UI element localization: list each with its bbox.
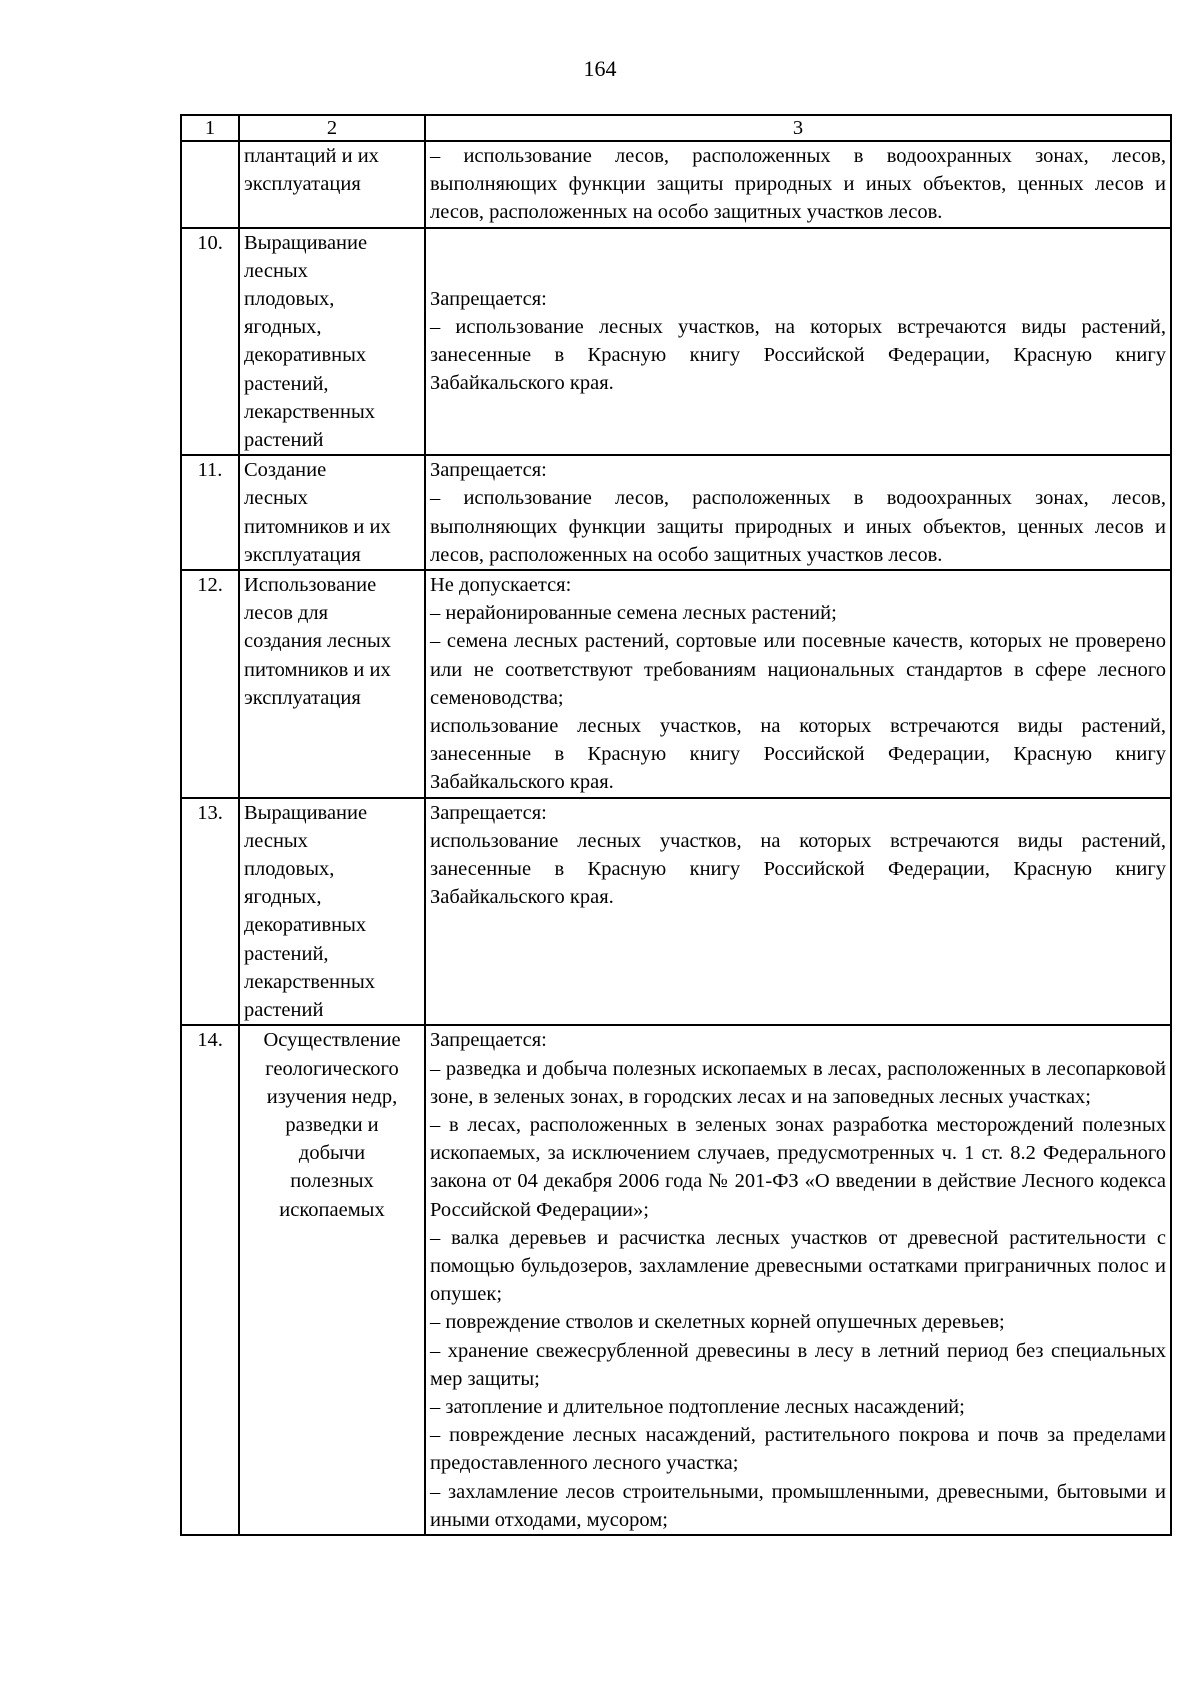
activity-name-line: добычи — [298, 1142, 366, 1165]
restriction-paragraph: – затопление и длительное подтопление лесных насаждений; — [430, 1395, 965, 1418]
blank-line — [430, 257, 1166, 285]
restriction-paragraph: – в лесах, расположенных в зеленых зонах разработка месторождений полезных ископаемых, за исключением случаев, предусмотренных ч. 1 ст. 8.2 Федерального закона от 04 декабря 2006 года № 201-ФЗ «О введении в действие Лесного кодекса Российской Федерации»; — [430, 1113, 1166, 1221]
activity-name-line: ягодных, — [244, 316, 322, 339]
restriction-paragraph: использование лесных участков, на которых встречаются виды растений, занесенные в Красную книгу Российской Федерации, Красную книгу Забайкальского края. — [430, 715, 1166, 794]
restriction-paragraph: – семена лесных растений, сортовые или посевные качеств, которых не проверено или не соответствуют требованиям национальных стандартов в сфере лесного семеноводства; — [430, 630, 1166, 709]
restriction-paragraph: Не допускается: — [430, 574, 572, 597]
row-number: 11. — [181, 455, 239, 570]
activity-name-line: Выращивание — [244, 801, 368, 824]
page-number: 164 — [583, 56, 617, 81]
table-row — [181, 228, 1171, 456]
activity-name-cell — [239, 141, 425, 228]
activity-name-line: эксплуатация — [244, 686, 361, 709]
activity-name-cell — [239, 228, 425, 456]
restriction-paragraph: использование лесных участков, на которых встречаются виды растений, занесенные в Красную книгу Российской Федерации, Красную книгу Забайкальского края. — [430, 829, 1166, 909]
restriction-paragraph: – валка деревьев и расчистка лесных участков от древесной растительности с помощью бульдозеров, захламление древесными остатками приграничных полос и опушек; — [430, 1226, 1166, 1306]
activity-name-line: ягодных, — [244, 886, 322, 909]
activity-name-line: лесов для — [244, 602, 329, 625]
table-row — [181, 1025, 1171, 1535]
blank-line — [430, 229, 1166, 257]
table-row — [181, 141, 1171, 228]
activity-name-line: растений — [244, 429, 324, 452]
table-row — [181, 455, 1171, 570]
restriction-paragraph: – хранение свежесрубленной древесины в лесу в летний период без специальных мер защиты; — [430, 1339, 1166, 1390]
activity-name-line: декоративных — [244, 914, 367, 937]
activity-name-cell — [239, 798, 425, 1026]
table-row — [181, 570, 1171, 798]
activity-name-line: изучения недр, — [266, 1085, 398, 1108]
activity-name-line: эксплуатация — [244, 173, 361, 196]
activity-name-cell — [239, 570, 425, 798]
restriction-paragraph: – нерайонированные семена лесных растений; — [430, 602, 837, 625]
restriction-paragraph: Запрещается: — [430, 801, 547, 824]
regulations-table — [180, 114, 1172, 1536]
restrictions-cell — [425, 455, 1171, 570]
activity-name-line: лекарственных — [244, 400, 376, 423]
restriction-paragraph: Запрещается: — [430, 1029, 547, 1052]
row-number: 10. — [181, 228, 239, 456]
table-body — [181, 141, 1171, 1535]
activity-name-line: разведки и — [285, 1113, 379, 1136]
restriction-paragraph: – использование лесов, расположенных в водоохранных зонах, лесов, выполняющих функции защиты природных и иных объектов, ценных лесов и лесов, расположенных на особо защитных участков лесов. — [430, 145, 1166, 224]
restrictions-cell — [425, 141, 1171, 228]
activity-name-line: Осуществление — [263, 1029, 401, 1052]
activity-name-line: плодовых, — [244, 858, 335, 881]
column-header-2: 2 — [239, 115, 425, 141]
restriction-paragraph: Запрещается: — [430, 287, 547, 310]
activity-name-line: плодовых, — [244, 288, 335, 311]
activity-name-line: лесных — [244, 259, 308, 282]
activity-name-line: плантаций и их — [244, 145, 379, 167]
restrictions-cell — [425, 570, 1171, 798]
restriction-paragraph: – захламление лесов строительными, промышленными, древесными, бытовыми и иными отходами, мусором; — [430, 1480, 1166, 1531]
activity-name-line: растений — [244, 999, 324, 1022]
restriction-paragraph: – повреждение лесных насаждений, растительного покрова и почв за пределами предоставленного лесного участка; — [430, 1424, 1166, 1475]
restriction-paragraph: – повреждение стволов и скелетных корней опушечных деревьев; — [430, 1311, 1005, 1334]
restriction-paragraph: – использование лесов, расположенных в водоохранных зонах, лесов, выполняющих функции защиты природных и иных объектов, ценных лесов и лесов, расположенных на особо защитных участков лесов. — [430, 487, 1166, 566]
activity-name-line: лесных — [244, 487, 308, 510]
table-row — [181, 798, 1171, 1026]
activity-name-line: полезных — [290, 1170, 374, 1193]
column-header-3: 3 — [425, 115, 1171, 141]
table-header-row — [181, 115, 1171, 141]
restriction-paragraph: Запрещается: — [430, 459, 547, 482]
row-number: 12. — [181, 570, 239, 798]
row-number: 14. — [181, 1025, 239, 1535]
restrictions-cell — [425, 1025, 1171, 1535]
row-number — [181, 141, 239, 228]
restrictions-cell — [425, 228, 1171, 456]
activity-name-line: Выращивание — [244, 231, 368, 254]
activity-name-line: Создание — [244, 459, 327, 482]
activity-name-cell — [239, 455, 425, 570]
activity-name-line: лесных — [244, 829, 308, 852]
restriction-paragraph: – разведка и добыча полезных ископаемых в лесах, расположенных в лесопарковой зоне, в зеленых зонах, в городских лесах и на заповедных лесных участках; — [430, 1057, 1166, 1108]
activity-name-line: создания лесных — [244, 630, 392, 653]
activity-name-line: геологического — [265, 1057, 399, 1080]
column-header-1: 1 — [181, 115, 239, 141]
restrictions-cell — [425, 798, 1171, 1026]
activity-name-line: растений, — [244, 942, 329, 965]
activity-name-line: лекарственных — [244, 970, 376, 993]
activity-name-line: декоративных — [244, 344, 367, 367]
row-number: 13. — [181, 798, 239, 1026]
activity-name-line: питомников и их — [244, 515, 391, 538]
activity-name-line: растений, — [244, 372, 329, 395]
activity-name-cell — [239, 1025, 425, 1535]
activity-name-line: питомников и их — [244, 658, 391, 681]
restriction-paragraph: – использование лесных участков, на которых встречаются виды растений, занесенные в Красную книгу Российской Федерации, Красную книгу Забайкальского края. — [430, 315, 1166, 395]
activity-name-line: ископаемых — [279, 1198, 385, 1221]
activity-name-line: эксплуатация — [244, 543, 361, 566]
activity-name-line: Использование — [244, 574, 377, 597]
